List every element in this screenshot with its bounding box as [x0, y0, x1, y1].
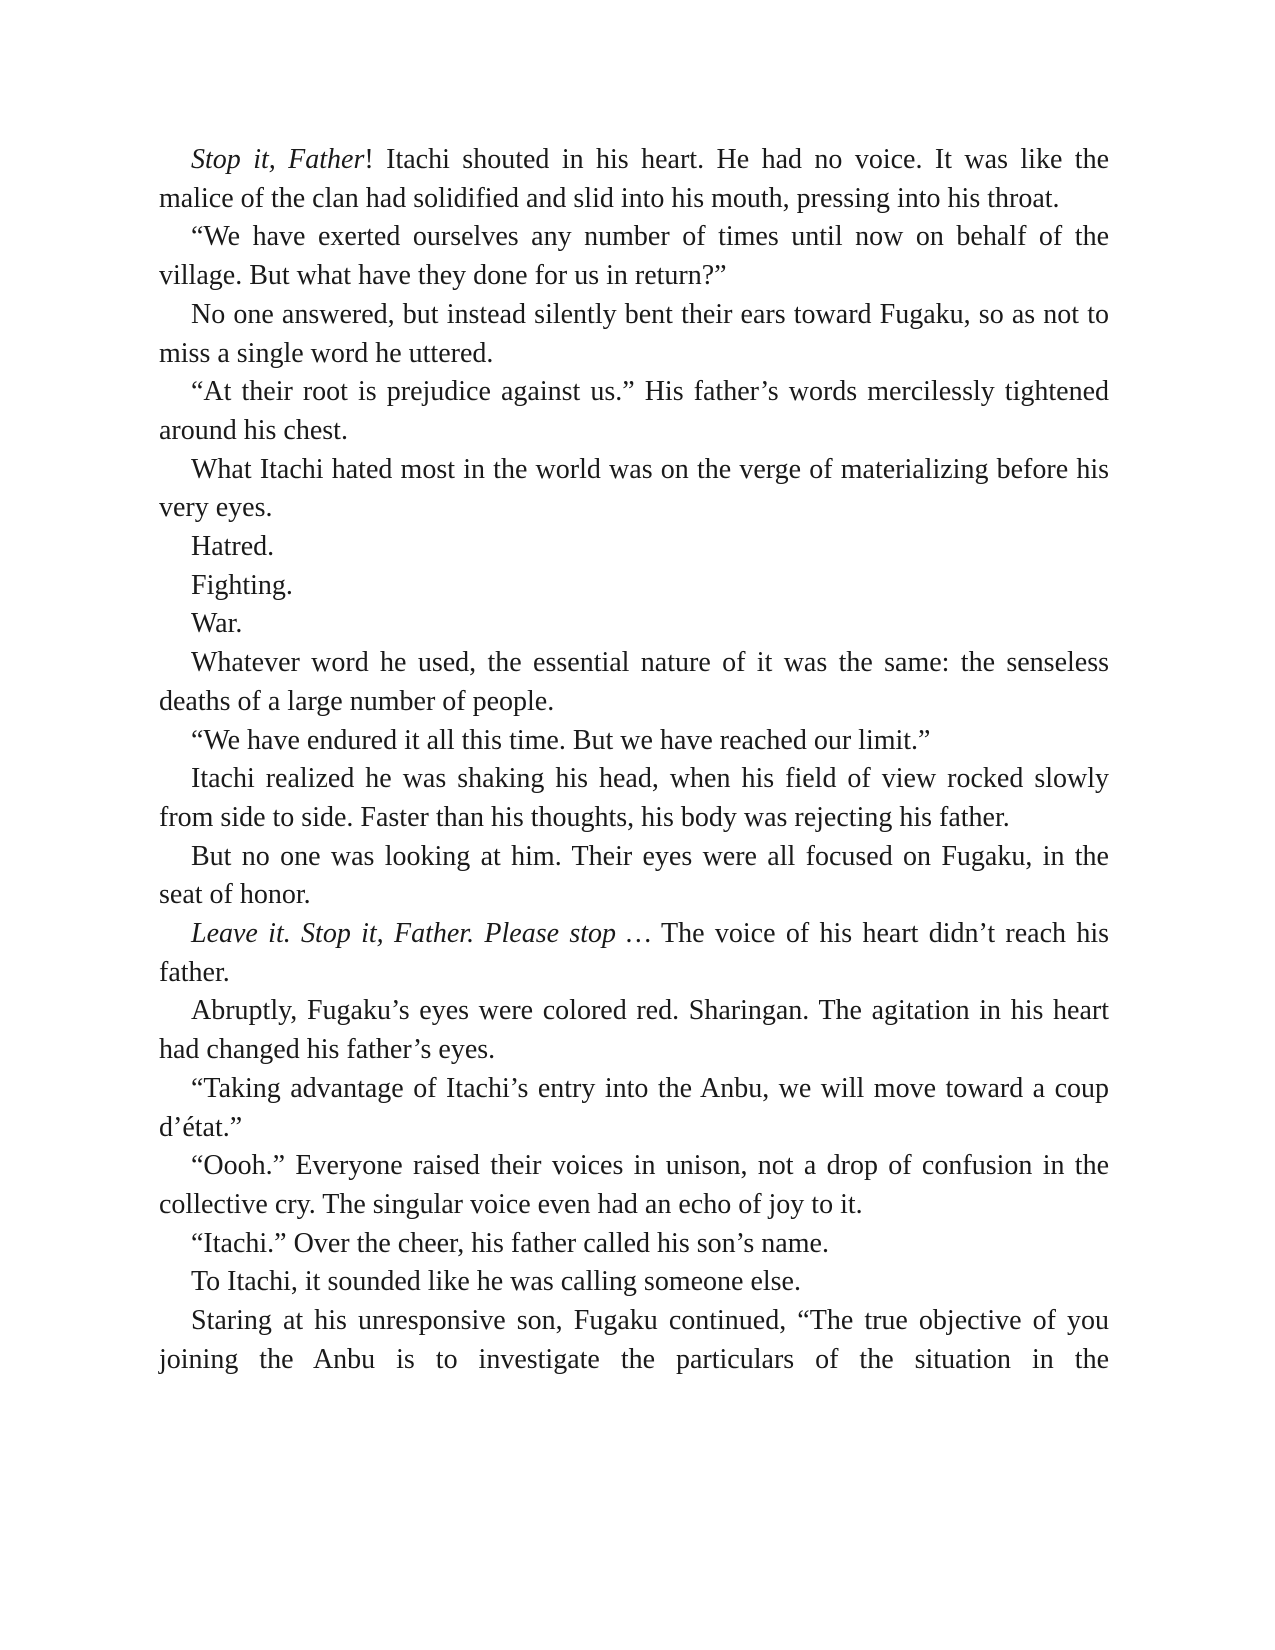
paragraph-text: What Itachi hated most in the world was on the verge of materializing before his very eyes.	[159, 453, 1109, 524]
paragraph-text: “We have endured it all this time. But we have reached our limit.”	[191, 724, 931, 756]
paragraph-text: War.	[191, 608, 243, 640]
paragraph-7	[159, 567, 1109, 606]
paragraph-16	[159, 1147, 1109, 1224]
paragraph-text: But no one was looking at him. Their eyes were all focused on Fugaku, in the seat of honor.	[159, 840, 1109, 911]
paragraph-5	[159, 451, 1109, 528]
paragraph-8	[159, 605, 1109, 644]
paragraph-18	[159, 1263, 1109, 1302]
paragraph-10	[159, 722, 1109, 761]
paragraph-2	[159, 218, 1109, 295]
paragraph-19	[159, 1302, 1109, 1379]
page-body	[159, 141, 1109, 1380]
paragraph-3	[159, 296, 1109, 373]
paragraph-text: Abruptly, Fugaku’s eyes were colored red. Sharingan. The agitation in his heart had changed his father’s eyes.	[159, 995, 1109, 1066]
paragraph-12	[159, 838, 1109, 915]
italic-thought: Leave it. Stop it, Father. Please stop …	[191, 918, 652, 950]
paragraph-text: Staring at his unresponsive son, Fugaku continued, “The true objective of you joining the Anbu is to investigate the particulars of the situation in the	[159, 1305, 1109, 1375]
paragraph-text: “At their root is prejudice against us.” His father’s words mercilessly tightened around his chest.	[159, 376, 1109, 446]
paragraph-13	[159, 915, 1109, 992]
paragraph-1	[159, 141, 1109, 218]
paragraph-text: “Taking advantage of Itachi’s entry into the Anbu, we will move toward a coup d’état.”	[159, 1072, 1109, 1143]
paragraph-text: Hatred.	[191, 531, 275, 563]
paragraph-11	[159, 760, 1109, 837]
paragraph-text: ! Itachi shouted in his heart. He had no voice. It was like the malice of the clan had solidified and slid into his mouth, pressing into his throat.	[159, 144, 1109, 214]
paragraph-text: To Itachi, it sounded like he was calling someone else.	[191, 1266, 801, 1298]
paragraph-17	[159, 1225, 1109, 1264]
paragraph-text: Fighting.	[191, 569, 293, 601]
paragraph-text: Itachi realized he was shaking his head, when his field of view rocked slowly from side to side. Faster than his thoughts, his body was rejecting his father.	[159, 763, 1109, 833]
paragraph-text: “Oooh.” Everyone raised their voices in unison, not a drop of confusion in the collective cry. The singular voice even had an echo of joy to it.	[159, 1150, 1109, 1220]
paragraph-4	[159, 373, 1109, 450]
paragraph-text: “We have exerted ourselves any number of times until now on behalf of the village. But what have they done for us in return?”	[159, 221, 1109, 292]
paragraph-9	[159, 644, 1109, 721]
paragraph-text: No one answered, but instead silently bent their ears toward Fugaku, so as not to miss a single word he uttered.	[159, 298, 1109, 369]
paragraph-text: Whatever word he used, the essential nature of it was the same: the senseless deaths of a large number of people.	[159, 647, 1109, 717]
paragraph-6	[159, 528, 1109, 567]
paragraph-15	[159, 1070, 1109, 1147]
paragraph-14	[159, 992, 1109, 1069]
italic-thought: Stop it, Father	[191, 144, 365, 175]
paragraph-text: The voice of his heart didn’t reach his father.	[159, 918, 1110, 988]
paragraph-text: “Itachi.” Over the cheer, his father called his son’s name.	[191, 1227, 829, 1259]
